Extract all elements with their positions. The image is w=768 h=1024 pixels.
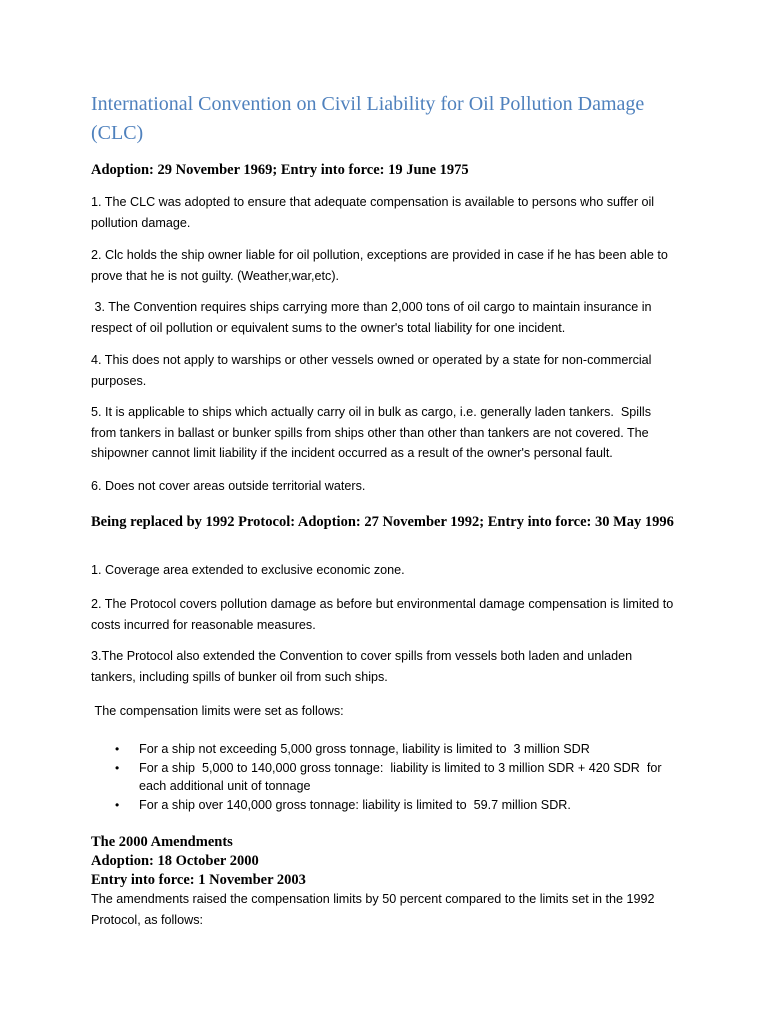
protocol-heading: Being replaced by 1992 Protocol: Adoption: 27 November 1992; Entry into force: 30 May 1996 <box>91 514 674 530</box>
amendments-text: The amendments raised the compensation limits by 50 percent compared to the limits set in the 1992 Protocol, as follows: <box>91 892 659 927</box>
bullet-icon: • <box>115 742 120 756</box>
limits-list-item <box>91 740 676 759</box>
clc-point-2: 2. Clc holds the ship owner liable for oil pollution, exceptions are provided in case if he has been able to prove that he is not guilty. (Weather,war,etc). <box>91 248 672 283</box>
clc-point-6: 6. Does not cover areas outside territorial waters. <box>91 479 366 493</box>
protocol-point-1: 1. Coverage area extended to exclusive economic zone. <box>91 563 405 577</box>
limits-item-text: For a ship over 140,000 gross tonnage: liability is limited to 59.7 million SDR. <box>139 797 571 812</box>
bullet-icon: • <box>115 797 120 812</box>
clc-point-3: 3. The Convention requires ships carrying more than 2,000 tons of oil cargo to maintain insurance in respect of oil pollution or equivalent sums to the owner's total liability for one incident. <box>91 300 656 335</box>
clc-point-4: 4. This does not apply to warships or other vessels owned or operated by a state for non-commercial purposes. <box>91 353 655 388</box>
limits-list-item <box>91 759 676 796</box>
limits-item-text: For a ship 5,000 to 140,000 gross tonnage: liability is limited to 3 million SDR + 420 SDR for each additional unit of tonnage <box>139 760 666 793</box>
limits-list <box>91 740 676 814</box>
limits-intro: The compensation limits were set as follows: <box>91 704 344 718</box>
clc-point-1: 1. The CLC was adopted to ensure that adequate compensation is available to persons who suffer oil pollution damage. <box>91 195 658 230</box>
clc-point-5: 5. It is applicable to ships which actually carry oil in bulk as cargo, i.e. generally laden tankers. Spills from tankers in ballast or bunker spills from ships other than other than tankers are not covered. The shipowner cannot limit liability if the incident occurred as a result of the owner's personal fault. <box>91 405 655 460</box>
limits-item-text: For a ship not exceeding 5,000 gross tonnage, liability is limited to 3 million SDR <box>139 742 590 756</box>
amendments-heading: The 2000 Amendments <box>91 834 233 850</box>
amendments-entry: Entry into force: 1 November 2003 <box>91 872 306 888</box>
document-title: International Convention on Civil Liability for Oil Pollution Damage (CLC) <box>91 93 645 144</box>
bullet-icon: • <box>115 760 120 775</box>
adoption-heading: Adoption: 29 November 1969; Entry into force: 19 June 1975 <box>91 162 469 178</box>
limits-list-item <box>91 796 676 815</box>
protocol-point-2: 2. The Protocol covers pollution damage as before but environmental damage compensation is limited to costs incurred for reasonable measures. <box>91 597 677 632</box>
amendments-adoption: Adoption: 18 October 2000 <box>91 853 259 869</box>
protocol-point-3: 3.The Protocol also extended the Convention to cover spills from vessels both laden and unladen tankers, including spills of bunker oil from such ships. <box>91 649 636 684</box>
